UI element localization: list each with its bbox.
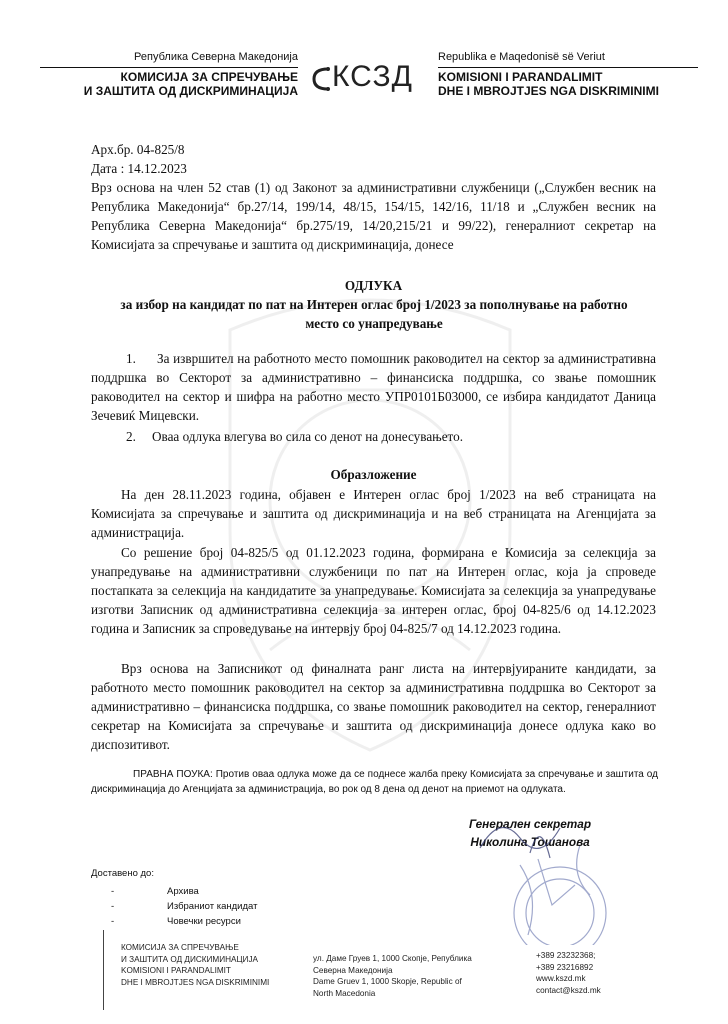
list-item [91,884,391,899]
header-left [40,50,298,98]
document-ref: Арх.бр. 04-825/8 [91,142,185,157]
legal-basis: Врз основа на член 52 став (1) од Законот за административни службеници („Службен весник на Република Македонија“ бр.27/14, 199/14, 48/15, 154/15, 142/16, 11/18 и „Службен весник на Република Северна Македонија“ бр.275/19, 14/20,215/21 и 99/22), генералниот секретар на Комисијата за спречување и заштита од дискриминација, донесе [91,180,656,252]
logo-text: КСЗД [332,60,413,93]
reasoning-paragraph-2: Со решение број 04-825/5 од 01.12.2023 година, формирана е Комисија за селекција за унапредување на административни службеници по пат на Интерен оглас, која ја спроведе постапката за селекција на кандидатите за унапредување. Комисијата за селекција за унапредување изготви Записник од административна селекција за интерен оглас, број 04-825/6 од 14.12.2023 година и Записник за спроведување на интервју број 04-825/7 од 14.12.2023 година. [91,545,656,636]
footer-address-line: Северна Македонија [313,965,393,975]
footer-org-line: КОМИСИЈА ЗА СПРЕЧУВАЊЕ [121,943,239,952]
footer-address-line: North Macedonia [313,988,376,998]
header-left-org-line1: КОМИСИЈА ЗА СПРЕЧУВАЊЕ [120,70,298,84]
footer-address [313,953,513,999]
logo-bracket-icon [310,66,332,92]
reasoning-title: Образложение [330,467,417,482]
handwritten-signature [470,808,580,868]
list-bullet: - [111,901,115,912]
header-right-org-line2: DHE I MBROJTJES NGA DISKRIMINIMI [438,84,659,98]
footer-address-line: Dame Gruev 1, 1000 Skopje, Republic of [313,977,462,986]
decision-item2: Оваа одлука влегува во сила со денот на донесувањето. [152,429,464,444]
footer-org-line: И ЗАШТИТА ОД ДИСКИМИНАЦИЈА [121,954,259,964]
list-bullet: - [111,916,115,927]
header-left-org-line2: И ЗАШТИТА ОД ДИСКРИМИНАЦИЈА [83,84,298,98]
item2-number: 2. [126,429,136,444]
footer-address-line: ул. Даме Груев 1, 1000 Скопје, Република [313,954,472,963]
signature-name: Николина Тошанова [470,835,590,849]
list-item [91,899,391,914]
footer-phone: +389 23232368; [536,951,596,960]
footer-website: www.kszd.mk [536,974,586,983]
header-right [438,50,698,98]
header-left-rule [40,67,298,68]
decision-title: ОДЛУКА [344,278,403,293]
header-right-org-line1: KOMISIONI I PARANDALIMIT [438,70,603,84]
delivered-item: Архива [167,886,199,897]
delivered-to [91,866,391,929]
header-right-rule [438,67,698,68]
reasoning-paragraph-3: Врз основа на Записникот од финалната ранг листа на интервјуираните кандидати, за работното место помошник раководител на сектор за административна поддршка во Секторот за административно – финансиска поддршка, со звање помошник раководител на сектор, генералниот секретар на Комисијата за спречување и заштита од дискриминација донесе одлука како во диспозитивот. [91,661,656,752]
footer-org-line: KOMISIONI I PARANDALIMIT [121,966,231,975]
delivered-label: Доставено до: [91,868,154,879]
legal-remedy: ПРАВНА ПОУКА: Против оваа одлука може да се поднесе жалба преку Комисијата за спречување и заштита од дискриминација до Агенцијата за администрација, во рок од 8 дена од денот на приемот на одлуката. [91,769,658,795]
header-left-country: Република Северна Македонија [134,51,298,63]
document-date: Дата : 14.12.2023 [91,161,187,176]
delivered-item: Човечки ресурси [167,916,241,927]
list-bullet: - [111,886,115,897]
footer-contact [536,950,656,996]
footer-divider [103,930,104,1010]
item1-number: 1. [126,351,136,366]
header-right-country: Republika e Maqedonisë së Veriut [438,51,605,63]
footer-org [121,942,301,988]
delivered-list [91,884,391,929]
decision-item1: За извршител на работното место помошник раководител на сектор за административна поддршка во Секторот за административно – финансиска поддршка, со звање помошник раководител на сектор и шифра на работно место УПР0101Б03000, се избира кандидатот Даница Зечевиќ Мицевски. [91,351,656,423]
footer-phone: +389 23216892 [536,962,594,972]
reasoning-paragraph-1: На ден 28.11.2023 година, објавен е Интерен оглас број 1/2023 на веб страницата на Комисијата за спречување и заштита од дискриминација и на веб страницата на Агенцијата за администрација. [91,487,656,540]
footer-email: contact@kszd.mk [536,985,601,995]
decision-subtitle: за избор на кандидат по пат на Интерен оглас број 1/2023 за пополнување на работно место со унапредување [120,297,628,331]
signature-role: Генерален секретар [468,817,592,831]
footer-org-line: DHE I MBROJTJES NGA DISKRIMINIMI [121,977,270,987]
delivered-item: Избраниот кандидат [167,901,258,912]
list-item [91,914,391,929]
logo [306,60,430,100]
